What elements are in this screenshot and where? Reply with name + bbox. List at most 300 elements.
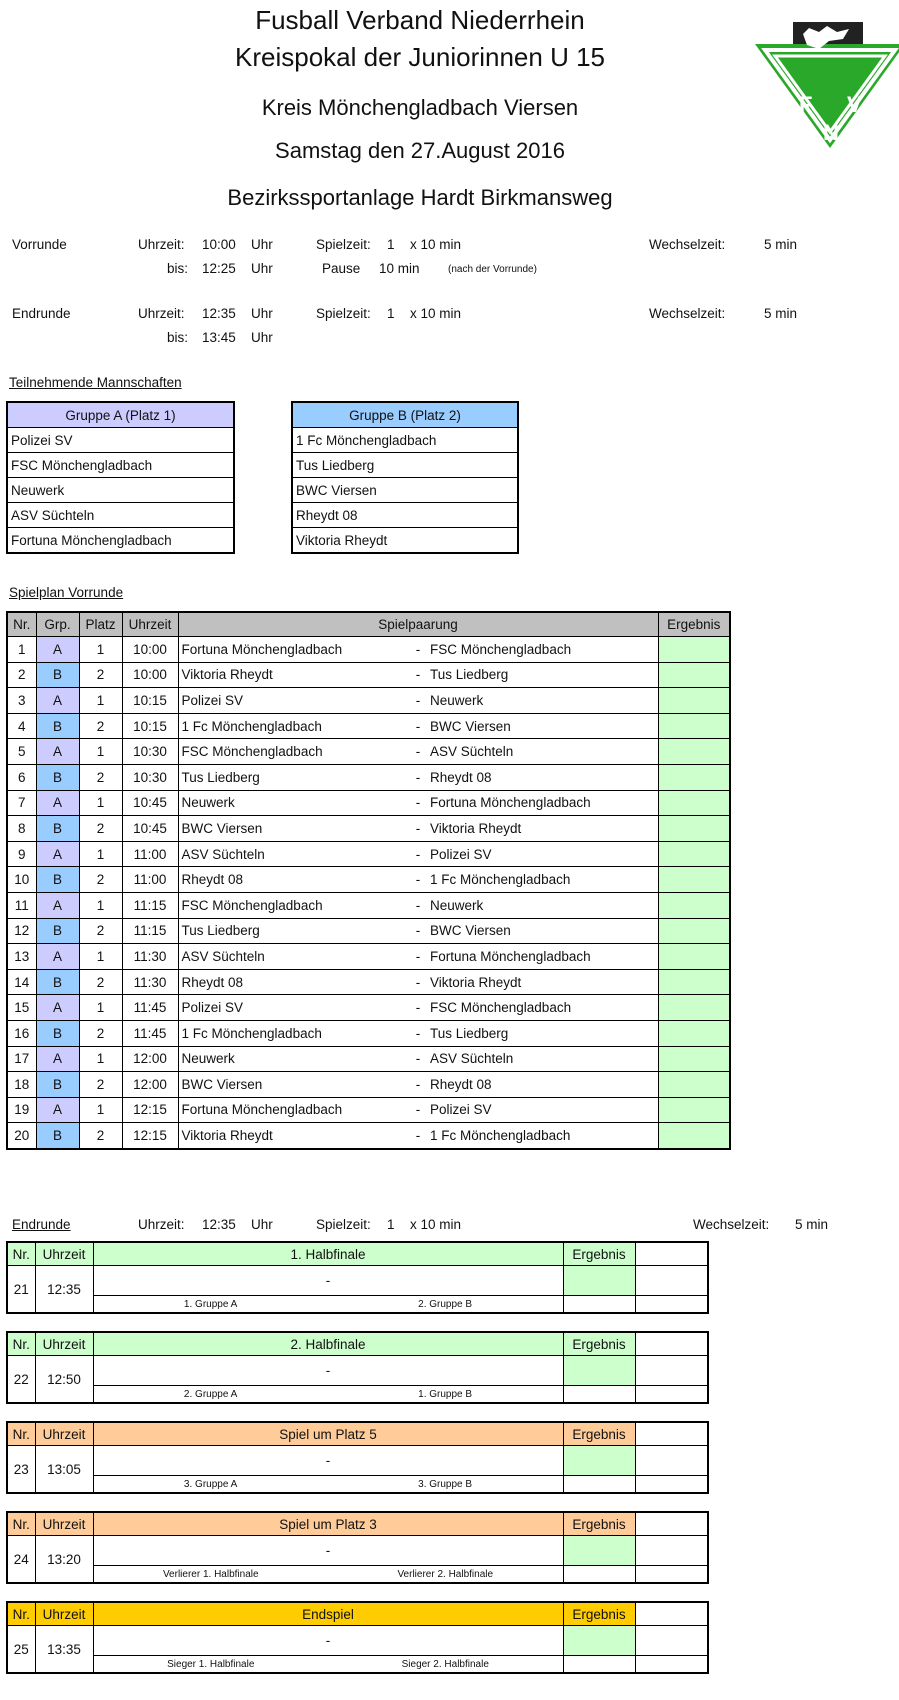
match-group: B (36, 713, 79, 739)
match-nr: 1 (7, 637, 36, 663)
match-away: Polizei SV (427, 841, 658, 867)
endrunde-start: 12:35 (202, 306, 236, 321)
final-result-cell[interactable] (563, 1266, 635, 1296)
match-result-cell[interactable] (658, 995, 730, 1021)
vorrunde-end: 12:25 (202, 261, 236, 276)
final-extra-cell (635, 1242, 708, 1266)
final-col-time: Uhrzeit (35, 1332, 93, 1356)
match-result-cell[interactable] (658, 713, 730, 739)
schedule-row (7, 841, 730, 867)
match-nr: 10 (7, 867, 36, 893)
final-col-time: Uhrzeit (35, 1602, 93, 1626)
schedule-row (7, 816, 730, 842)
match-separator: - (409, 688, 427, 714)
final-match-time: 13:05 (35, 1446, 93, 1494)
match-time: 11:00 (122, 841, 178, 867)
match-home: Rheydt 08 (178, 867, 409, 893)
header-line-4: Samstag den 27.August 2016 (275, 138, 565, 163)
final-result-cell-2[interactable] (563, 1656, 635, 1673)
logo-letter-n: N (823, 120, 839, 145)
match-separator: - (409, 969, 427, 995)
final-extra-cell-2 (635, 1626, 708, 1656)
match-time: 11:45 (122, 995, 178, 1021)
header-line-3: Kreis Mönchengladbach Viersen (261, 95, 579, 120)
group-b-team: Rheydt 08 (292, 503, 518, 528)
match-group: B (36, 969, 79, 995)
final-match-time: 13:35 (35, 1626, 93, 1674)
final-pairing (93, 1386, 563, 1403)
final-left-team: Verlierer 1. Halbfinale (162, 1568, 259, 1580)
match-platz: 1 (79, 944, 122, 970)
match-group: A (36, 892, 79, 918)
schedule-row (7, 918, 730, 944)
vorrunde-spielzeit-label: Spielzeit: (316, 237, 371, 252)
final-col-time: Uhrzeit (35, 1512, 93, 1536)
final-result-cell[interactable] (563, 1536, 635, 1566)
vorrunde-wechsel-label: Wechselzeit: (649, 237, 726, 252)
final-col-nr: Nr. (7, 1512, 35, 1536)
match-time: 10:30 (122, 764, 178, 790)
match-away: 1 Fc Mönchengladbach (427, 867, 658, 893)
col-spielpaarung: Spielpaarung (178, 612, 658, 637)
final-result-cell-2[interactable] (563, 1566, 635, 1583)
final-match-table (6, 1601, 709, 1674)
match-platz: 1 (79, 995, 122, 1021)
group-a-team: FSC Mönchengladbach (7, 453, 234, 478)
match-nr: 13 (7, 944, 36, 970)
match-separator: - (409, 918, 427, 944)
match-group: A (36, 739, 79, 765)
match-home: Neuwerk (178, 790, 409, 816)
final-extra-cell (635, 1332, 708, 1356)
final-extra-cell-2 (635, 1446, 708, 1476)
match-nr: 2 (7, 662, 36, 688)
match-time: 12:00 (122, 1072, 178, 1098)
endrunde-spielzeit-value: x 10 min (410, 306, 462, 321)
final-extra-cell-2 (635, 1536, 708, 1566)
final-extra-cell (635, 1422, 708, 1446)
final-result-cell-2[interactable] (563, 1476, 635, 1493)
endrunde-wechsel-value-2: 5 min (795, 1217, 829, 1232)
final-col-nr: Nr. (7, 1602, 35, 1626)
match-platz: 1 (79, 841, 122, 867)
group-b-table (291, 401, 519, 554)
final-match-nr: 25 (7, 1626, 35, 1674)
final-right-team: 3. Gruppe B (418, 1478, 473, 1490)
endrunde-uhr-3: Uhr (251, 1217, 273, 1232)
match-group: A (36, 944, 79, 970)
match-result-cell[interactable] (658, 1097, 730, 1123)
vorrunde-pause-note: (nach der Vorrunde) (448, 264, 537, 275)
schedule-row (7, 944, 730, 970)
match-home: 1 Fc Mönchengladbach (178, 1020, 409, 1046)
group-a-team: Fortuna Mönchengladbach (7, 528, 234, 554)
match-separator: - (409, 1046, 427, 1072)
endrunde-spielzeit-label: Spielzeit: (316, 306, 371, 321)
col-uhrzeit: Uhrzeit (122, 612, 178, 637)
match-platz: 1 (79, 739, 122, 765)
header-line-2: Kreispokal der Juniorinnen U 15 (235, 42, 605, 72)
group-b-team: Tus Liedberg (292, 453, 518, 478)
match-group: B (36, 1020, 79, 1046)
final-col-result: Ergebnis (563, 1332, 635, 1356)
match-group: B (36, 918, 79, 944)
match-result-cell[interactable] (658, 816, 730, 842)
match-result-cell[interactable] (658, 790, 730, 816)
vorrunde-uhrzeit-label: Uhrzeit: (138, 237, 185, 252)
schedule-row (7, 1046, 730, 1072)
match-separator: - (409, 892, 427, 918)
endrunde-label: Endrunde (12, 306, 71, 321)
schedule-row (7, 739, 730, 765)
col-ergebnis: Ergebnis (658, 612, 730, 637)
match-time: 11:00 (122, 867, 178, 893)
match-result-cell[interactable] (658, 764, 730, 790)
match-nr: 8 (7, 816, 36, 842)
final-left-team: 1. Gruppe A (183, 1298, 238, 1310)
final-right-team: Verlierer 2. Halbfinale (397, 1568, 494, 1580)
final-pairing (93, 1296, 563, 1313)
group-a-team: ASV Süchteln (7, 503, 234, 528)
match-nr: 18 (7, 1072, 36, 1098)
match-nr: 15 (7, 995, 36, 1021)
endrunde-spielzeit-value-2: x 10 min (410, 1217, 462, 1232)
group-b-team: BWC Viersen (292, 478, 518, 503)
match-home: Fortuna Mönchengladbach (178, 637, 409, 663)
schedule-row (7, 1072, 730, 1098)
match-group: B (36, 662, 79, 688)
endrunde-spielzeit-count: 1 (387, 306, 395, 321)
schedule-row (7, 995, 730, 1021)
final-col-result: Ergebnis (563, 1242, 635, 1266)
match-platz: 1 (79, 1097, 122, 1123)
final-match-table (6, 1331, 709, 1404)
match-home: Polizei SV (178, 688, 409, 714)
match-home: Tus Liedberg (178, 918, 409, 944)
final-pairing (93, 1566, 563, 1583)
endrunde-spielzeit-count-2: 1 (387, 1217, 395, 1232)
match-away: Tus Liedberg (427, 662, 658, 688)
final-extra-cell-2 (635, 1266, 708, 1296)
match-home: Viktoria Rheydt (178, 662, 409, 688)
col-platz: Platz (79, 612, 122, 637)
final-match-nr: 23 (7, 1446, 35, 1494)
match-time: 11:30 (122, 969, 178, 995)
logo-letter-v: V (847, 92, 862, 117)
match-home: Viktoria Rheydt (178, 1123, 409, 1149)
match-time: 10:15 (122, 688, 178, 714)
match-platz: 1 (79, 688, 122, 714)
match-result-cell[interactable] (658, 1046, 730, 1072)
schedule-row (7, 867, 730, 893)
match-home: Rheydt 08 (178, 969, 409, 995)
match-home: FSC Mönchengladbach (178, 739, 409, 765)
match-home: BWC Viersen (178, 1072, 409, 1098)
match-group: A (36, 995, 79, 1021)
final-match-title: Endspiel (93, 1602, 563, 1626)
match-away: Viktoria Rheydt (427, 816, 658, 842)
match-platz: 2 (79, 816, 122, 842)
endrunde-uhr: Uhr (251, 306, 273, 321)
vorrunde-pause-value: 10 min (379, 261, 420, 276)
match-separator: - (409, 867, 427, 893)
final-extra-cell-2 (635, 1356, 708, 1386)
match-home: Polizei SV (178, 995, 409, 1021)
match-result-cell[interactable] (658, 739, 730, 765)
final-match-title: Spiel um Platz 5 (93, 1422, 563, 1446)
final-match-nr: 22 (7, 1356, 35, 1404)
match-away: Rheydt 08 (427, 764, 658, 790)
match-platz: 1 (79, 1046, 122, 1072)
vorrunde-spielzeit-count: 1 (387, 237, 395, 252)
final-result-cell[interactable] (563, 1356, 635, 1386)
match-separator: - (409, 1123, 427, 1149)
match-separator: - (409, 1097, 427, 1123)
match-time: 11:15 (122, 918, 178, 944)
endrunde-spielzeit-label-2: Spielzeit: (316, 1217, 371, 1232)
match-nr: 14 (7, 969, 36, 995)
final-col-time: Uhrzeit (35, 1242, 93, 1266)
vorrunde-uhr: Uhr (251, 237, 273, 252)
final-col-result: Ergebnis (563, 1422, 635, 1446)
match-result-cell[interactable] (658, 969, 730, 995)
vorrunde-bis-label: bis: (167, 261, 189, 276)
group-b-team: Viktoria Rheydt (292, 528, 518, 554)
match-nr: 12 (7, 918, 36, 944)
match-separator: - (409, 816, 427, 842)
match-nr: 5 (7, 739, 36, 765)
match-home: ASV Süchteln (178, 841, 409, 867)
group-b-team: 1 Fc Mönchengladbach (292, 428, 518, 453)
match-separator: - (409, 1020, 427, 1046)
final-match-table (6, 1421, 709, 1494)
match-nr: 11 (7, 892, 36, 918)
match-time: 12:15 (122, 1097, 178, 1123)
final-right-team: 1. Gruppe B (418, 1388, 473, 1400)
final-left-team: Sieger 1. Halbfinale (167, 1658, 255, 1670)
final-match-title: Spiel um Platz 3 (93, 1512, 563, 1536)
match-time: 11:15 (122, 892, 178, 918)
match-home: BWC Viersen (178, 816, 409, 842)
final-col-result: Ergebnis (563, 1512, 635, 1536)
final-match-time: 13:20 (35, 1536, 93, 1584)
final-pairing (93, 1656, 563, 1673)
match-home: Tus Liedberg (178, 764, 409, 790)
final-result-cell-2[interactable] (563, 1296, 635, 1313)
match-separator: - (409, 1072, 427, 1098)
logo-letter-f: F (799, 92, 813, 117)
match-platz: 2 (79, 918, 122, 944)
match-nr: 4 (7, 713, 36, 739)
group-a-team: Neuwerk (7, 478, 234, 503)
endrunde-bis-label: bis: (167, 330, 189, 345)
match-group: A (36, 637, 79, 663)
final-extra-cell-3 (635, 1656, 708, 1673)
final-match-time: 12:50 (35, 1356, 93, 1404)
match-away: Rheydt 08 (427, 1072, 658, 1098)
match-time: 11:30 (122, 944, 178, 970)
match-platz: 1 (79, 892, 122, 918)
match-away: Fortuna Mönchengladbach (427, 944, 658, 970)
final-match-separator: - (93, 1446, 563, 1476)
final-col-result: Ergebnis (563, 1602, 635, 1626)
match-result-cell[interactable] (658, 944, 730, 970)
match-away: Fortuna Mönchengladbach (427, 790, 658, 816)
final-col-time: Uhrzeit (35, 1422, 93, 1446)
final-match-title: 2. Halbfinale (93, 1332, 563, 1356)
final-match-separator: - (93, 1266, 563, 1296)
match-group: A (36, 790, 79, 816)
match-platz: 1 (79, 637, 122, 663)
final-match-table (6, 1511, 709, 1584)
schedule-row (7, 1020, 730, 1046)
match-result-cell[interactable] (658, 867, 730, 893)
match-result-cell[interactable] (658, 688, 730, 714)
match-group: A (36, 688, 79, 714)
match-separator: - (409, 713, 427, 739)
match-group: A (36, 1046, 79, 1072)
match-away: Viktoria Rheydt (427, 969, 658, 995)
match-group: A (36, 841, 79, 867)
match-away: BWC Viersen (427, 713, 658, 739)
endrunde-wechsel-value: 5 min (764, 306, 798, 321)
endrunde-wechsel-label: Wechselzeit: (649, 306, 726, 321)
match-away: Polizei SV (427, 1097, 658, 1123)
match-result-cell[interactable] (658, 662, 730, 688)
match-away: Tus Liedberg (427, 1020, 658, 1046)
match-platz: 2 (79, 713, 122, 739)
match-time: 10:45 (122, 816, 178, 842)
match-group: B (36, 1072, 79, 1098)
final-col-nr: Nr. (7, 1332, 35, 1356)
match-nr: 19 (7, 1097, 36, 1123)
schedule-row (7, 1097, 730, 1123)
match-time: 10:00 (122, 637, 178, 663)
schedule-table (6, 611, 731, 1150)
vorrunde-pause-label: Pause (322, 261, 361, 276)
final-match-separator: - (93, 1536, 563, 1566)
match-group: B (36, 764, 79, 790)
match-nr: 9 (7, 841, 36, 867)
match-group: A (36, 1097, 79, 1123)
final-left-team: 2. Gruppe A (183, 1388, 238, 1400)
match-group: B (36, 816, 79, 842)
match-separator: - (409, 764, 427, 790)
match-away: ASV Süchteln (427, 1046, 658, 1072)
final-extra-cell-3 (635, 1476, 708, 1493)
match-separator: - (409, 995, 427, 1021)
match-home: ASV Süchteln (178, 944, 409, 970)
final-pairing (93, 1476, 563, 1493)
final-right-team: 2. Gruppe B (418, 1298, 473, 1310)
final-match-time: 12:35 (35, 1266, 93, 1314)
match-home: Neuwerk (178, 1046, 409, 1072)
fvn-logo (755, 22, 899, 148)
schedule-row (7, 892, 730, 918)
group-a-table (6, 401, 235, 554)
match-time: 11:45 (122, 1020, 178, 1046)
final-col-nr: Nr. (7, 1422, 35, 1446)
final-extra-cell-3 (635, 1296, 708, 1313)
match-separator: - (409, 790, 427, 816)
final-col-nr: Nr. (7, 1242, 35, 1266)
final-match-nr: 24 (7, 1536, 35, 1584)
match-platz: 2 (79, 969, 122, 995)
match-nr: 17 (7, 1046, 36, 1072)
match-result-cell[interactable] (658, 1072, 730, 1098)
group-a-title: Gruppe A (Platz 1) (7, 402, 234, 428)
match-time: 10:30 (122, 739, 178, 765)
final-result-cell[interactable] (563, 1626, 635, 1656)
match-away: FSC Mönchengladbach (427, 995, 658, 1021)
final-match-table (6, 1241, 709, 1314)
match-result-cell[interactable] (658, 841, 730, 867)
match-result-cell[interactable] (658, 1123, 730, 1149)
match-nr: 16 (7, 1020, 36, 1046)
final-extra-cell-3 (635, 1386, 708, 1403)
final-result-cell[interactable] (563, 1446, 635, 1476)
schedule-row (7, 1123, 730, 1149)
endrunde-end: 13:45 (202, 330, 236, 345)
match-time: 10:00 (122, 662, 178, 688)
match-group: B (36, 1123, 79, 1149)
final-extra-cell (635, 1512, 708, 1536)
match-platz: 2 (79, 764, 122, 790)
match-result-cell[interactable] (658, 892, 730, 918)
match-time: 12:15 (122, 1123, 178, 1149)
schedule-row (7, 662, 730, 688)
match-nr: 7 (7, 790, 36, 816)
final-result-cell-2[interactable] (563, 1386, 635, 1403)
group-a-team: Polizei SV (7, 428, 234, 453)
endrunde-heading: Endrunde (12, 1217, 71, 1232)
match-platz: 2 (79, 1123, 122, 1149)
schedule-row (7, 713, 730, 739)
match-away: Neuwerk (427, 892, 658, 918)
match-platz: 2 (79, 867, 122, 893)
match-separator: - (409, 739, 427, 765)
vorrunde-spielzeit-value: x 10 min (410, 237, 462, 252)
header-line-5: Bezirkssportanlage Hardt Birkmansweg (227, 185, 613, 210)
match-result-cell[interactable] (658, 918, 730, 944)
endrunde-uhrzeit-label: Uhrzeit: (138, 306, 185, 321)
match-home: FSC Mönchengladbach (178, 892, 409, 918)
vorrunde-start: 10:00 (202, 237, 236, 252)
match-away: Neuwerk (427, 688, 658, 714)
match-result-cell[interactable] (658, 637, 730, 663)
match-platz: 2 (79, 1072, 122, 1098)
match-separator: - (409, 944, 427, 970)
col-nr: Nr. (7, 612, 36, 637)
vorrunde-wechsel-value: 5 min (764, 237, 798, 252)
match-platz: 1 (79, 790, 122, 816)
final-extra-cell-3 (635, 1566, 708, 1583)
vorrunde-label: Vorrunde (12, 237, 67, 252)
match-away: FSC Mönchengladbach (427, 637, 658, 663)
final-extra-cell (635, 1602, 708, 1626)
match-nr: 6 (7, 764, 36, 790)
teams-heading: Teilnehmende Mannschaften (9, 375, 182, 390)
match-home: Fortuna Mönchengladbach (178, 1097, 409, 1123)
match-platz: 2 (79, 662, 122, 688)
schedule-row (7, 969, 730, 995)
match-group: B (36, 867, 79, 893)
header-line-1: Fusball Verband Niederrhein (255, 5, 585, 35)
schedule-row (7, 688, 730, 714)
final-match-separator: - (93, 1356, 563, 1386)
match-result-cell[interactable] (658, 1020, 730, 1046)
final-right-team: Sieger 2. Halbfinale (401, 1658, 489, 1670)
